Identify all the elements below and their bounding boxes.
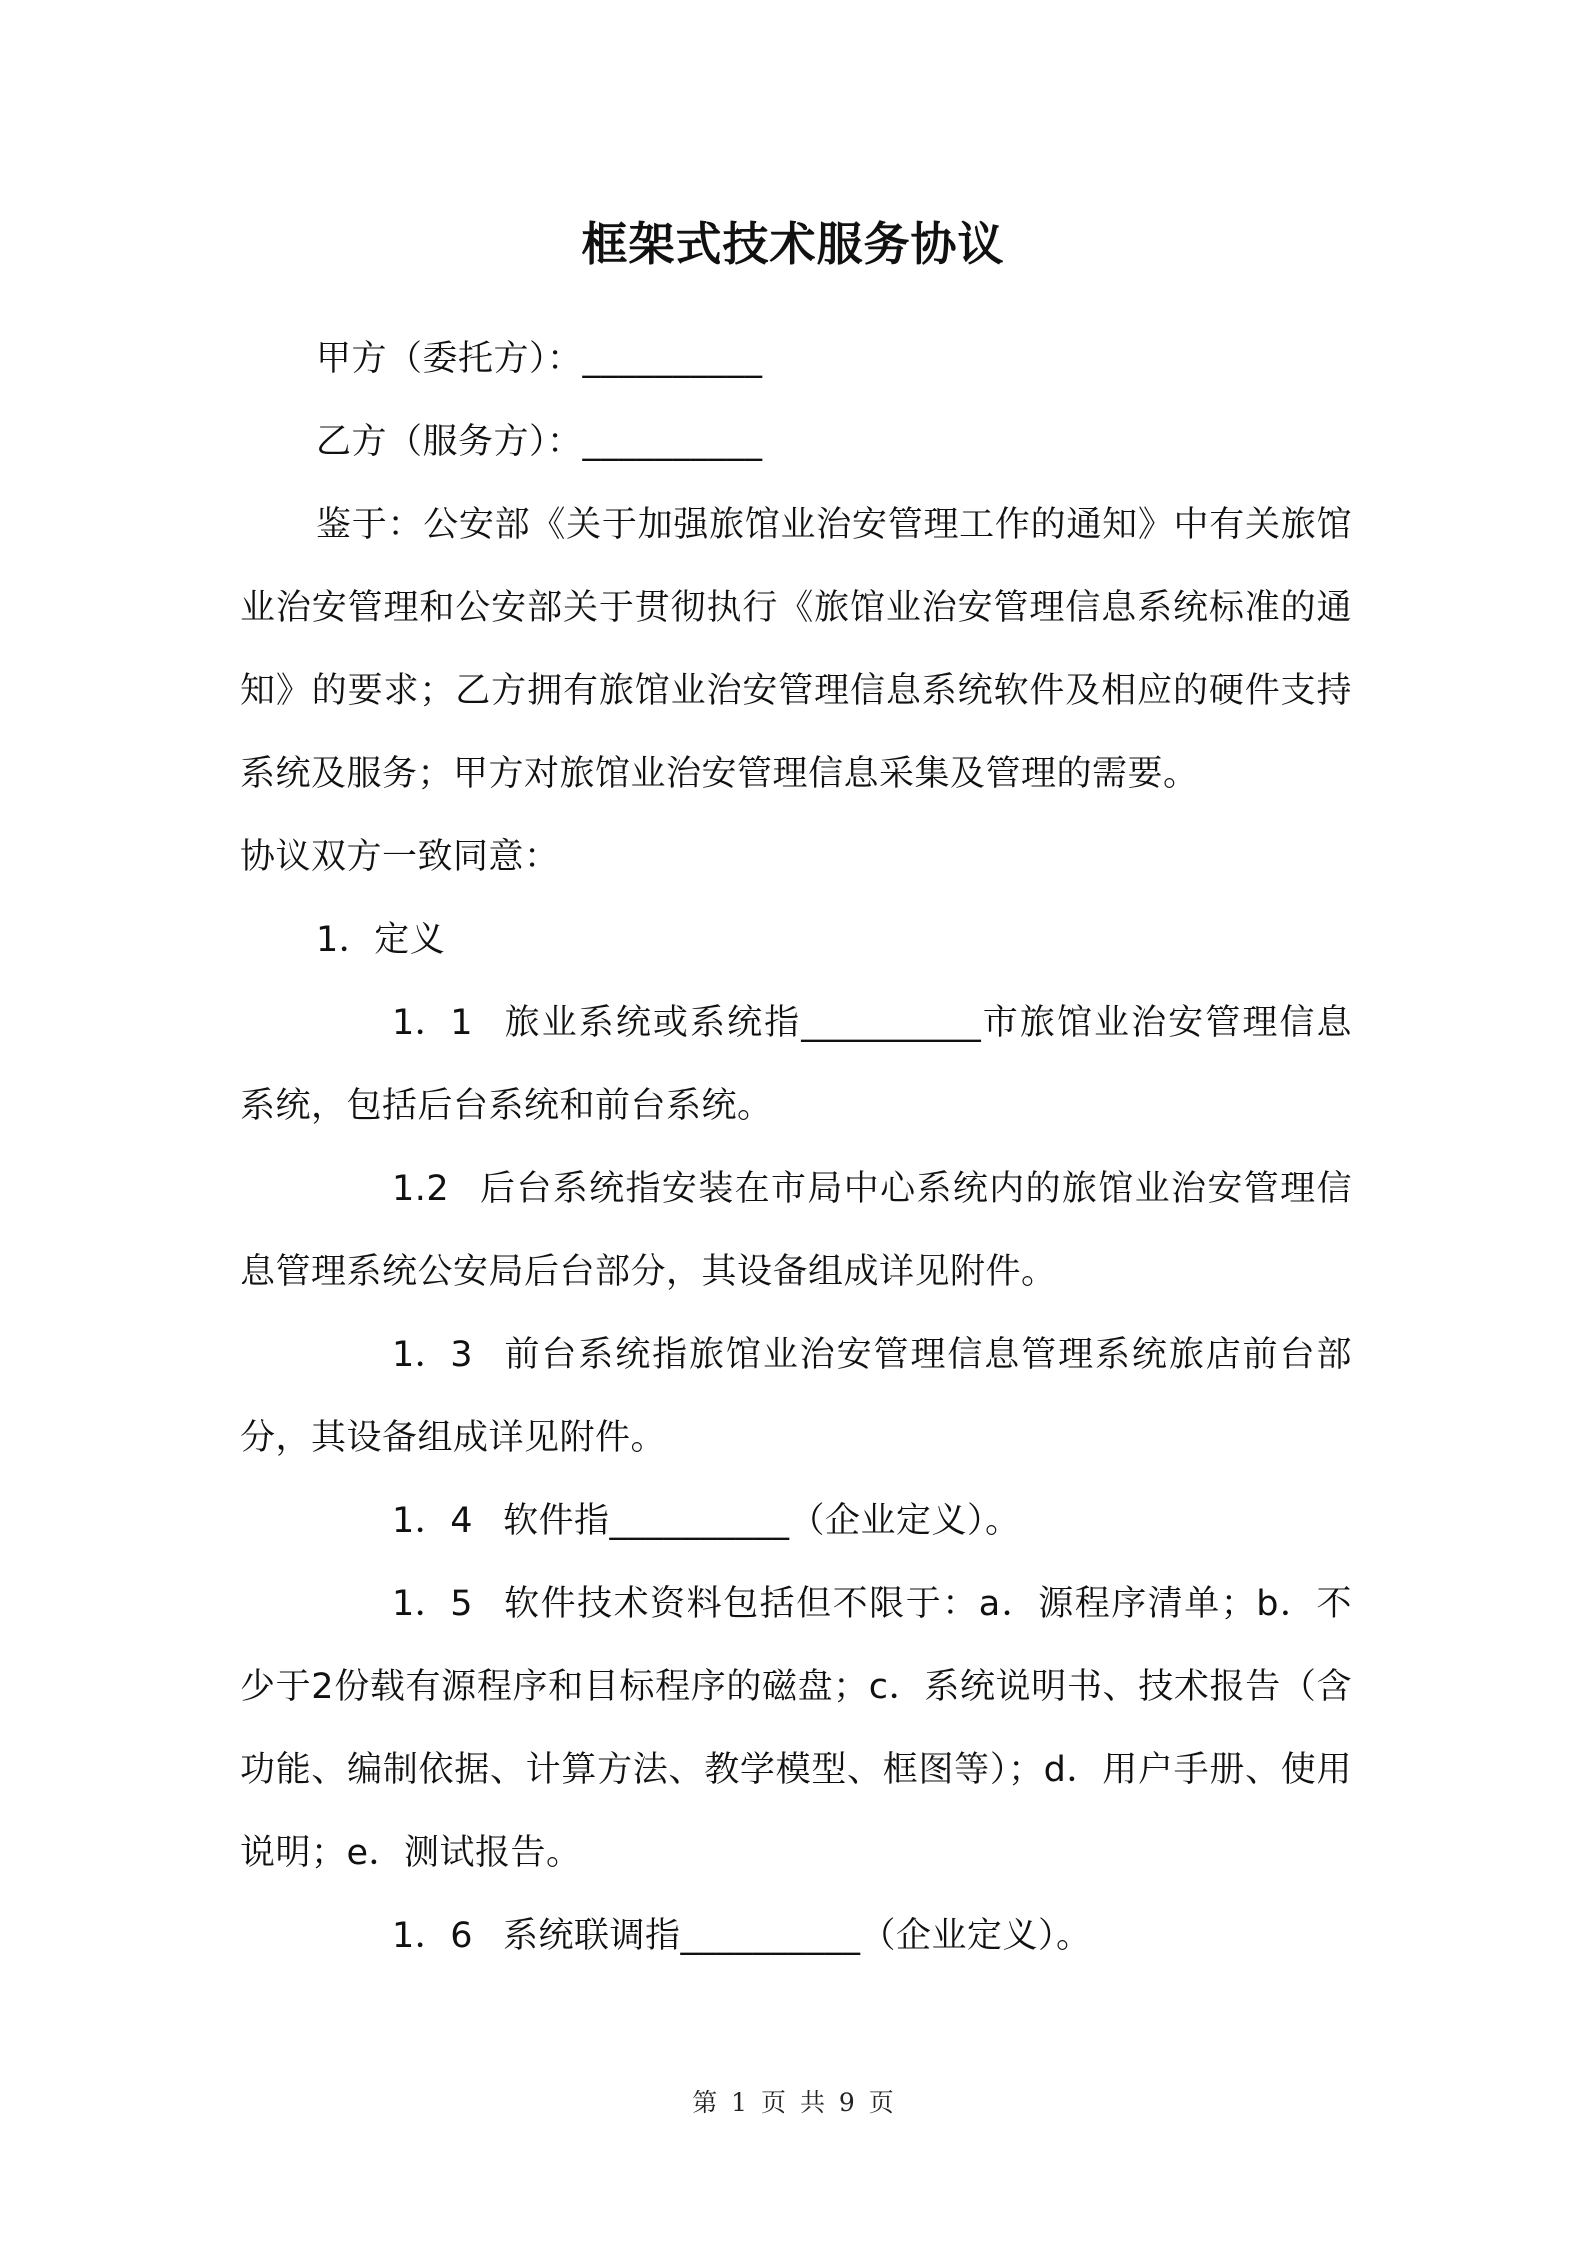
clause-text: 软件指__________（企业定义）。	[503, 1501, 1021, 1541]
clause-text: 软件技术资料包括但不限于：a．源程序清单；b．不少于2份载有源程序和目标程序的磁盘；c．系统说明书、技术报告（含功能、编制依据、计算方法、教学模型、框图等）；d．用户手册、使用说明；e．测试报告。	[240, 1584, 1352, 1873]
clause-number: 1．3	[392, 1335, 474, 1375]
clause-text: 系统联调指__________（企业定义）。	[503, 1916, 1092, 1956]
preamble-paragraph: 鉴于：公安部《关于加强旅馆业治安管理工作的通知》中有关旅馆业治安管理和公安部关于贯彻执行《旅馆业治安管理信息系统标准的通知》的要求；乙方拥有旅馆业治安管理信息系统软件及相应的硬件支持系统及服务；甲方对旅馆业治安管理信息采集及管理的需要。	[240, 505, 1352, 794]
clause-text: 前台系统指旅馆业治安管理信息管理系统旅店前台部分，其设备组成详见附件。	[240, 1335, 1352, 1458]
clause-1-1	[240, 982, 1352, 1148]
party-b-line: 乙方（服务方）：__________	[316, 422, 763, 462]
clause-1-6	[240, 1895, 1352, 1978]
clause-number: 1.2	[392, 1169, 450, 1209]
clause-1-4	[240, 1480, 1352, 1563]
document-title: 框架式技术服务协议	[581, 217, 1005, 271]
party-a-line: 甲方（委托方）：__________	[316, 339, 763, 379]
clause-1-2	[240, 1148, 1352, 1314]
clause-number: 1．5	[392, 1584, 474, 1624]
agreement-intro: 协议双方一致同意：	[240, 837, 560, 877]
section-heading-definitions: 1．定义	[316, 920, 446, 960]
clause-number: 1．4	[392, 1501, 474, 1541]
clause-1-5	[240, 1563, 1352, 1895]
clause-text: 旅业系统或系统指__________市旅馆业治安管理信息系统，包括后台系统和前台系统。	[240, 1003, 1352, 1126]
clause-number: 1．6	[392, 1916, 474, 1956]
page-number-footer: 第 1 页 共 9 页	[692, 2088, 894, 2117]
clause-text: 后台系统指安装在市局中心系统内的旅馆业治安管理信息管理系统公安局后台部分，其设备组成详见附件。	[240, 1169, 1352, 1292]
document-body	[240, 318, 1352, 1978]
clause-1-3	[240, 1314, 1352, 1480]
clause-number: 1．1	[392, 1003, 474, 1043]
